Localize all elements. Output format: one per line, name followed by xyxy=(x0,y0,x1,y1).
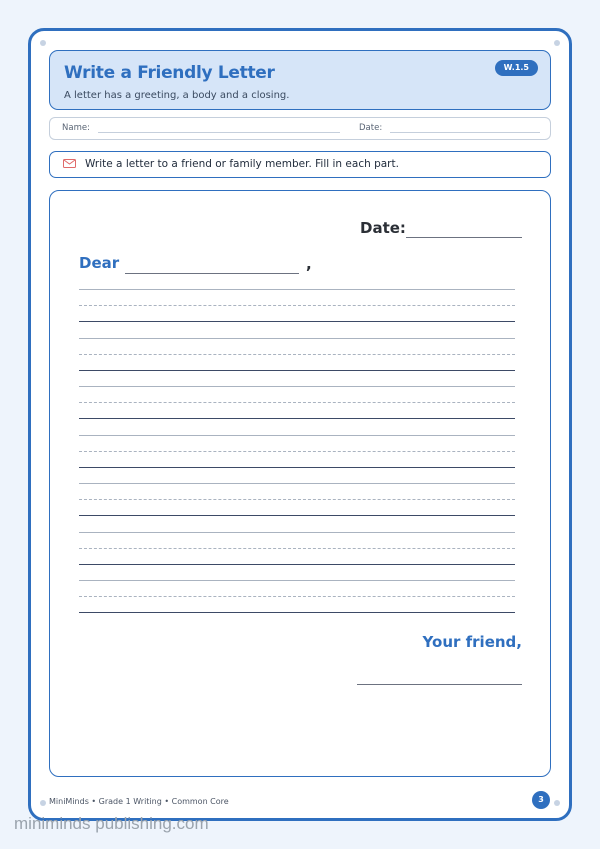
date-field-small[interactable] xyxy=(390,132,540,133)
writing-line-midline[interactable] xyxy=(79,548,515,549)
writing-line-baseline[interactable] xyxy=(79,467,515,468)
greeting-name-field[interactable] xyxy=(125,273,299,274)
writing-line-midline[interactable] xyxy=(79,451,515,452)
writing-line-midline[interactable] xyxy=(79,354,515,355)
writing-line-midline[interactable] xyxy=(79,402,515,403)
writing-line-midline[interactable] xyxy=(79,596,515,597)
worksheet-header xyxy=(49,50,551,110)
instruction-box xyxy=(49,151,551,178)
writing-line-baseline[interactable] xyxy=(79,515,515,516)
corner-dot xyxy=(40,40,46,46)
writing-line-top[interactable] xyxy=(79,289,515,290)
writing-line-midline[interactable] xyxy=(79,499,515,500)
writing-line-baseline[interactable] xyxy=(79,564,515,565)
letter-date-label: Date: xyxy=(360,219,406,237)
writing-line-top[interactable] xyxy=(79,532,515,533)
standard-badge: W.1.5 xyxy=(495,60,538,76)
letter-date-field[interactable] xyxy=(406,237,522,238)
writing-line-top[interactable] xyxy=(79,386,515,387)
writing-line-top[interactable] xyxy=(79,483,515,484)
corner-dot xyxy=(40,800,46,806)
date-label-small: Date: xyxy=(359,123,383,133)
name-field[interactable] xyxy=(98,132,340,133)
name-date-row xyxy=(49,117,551,140)
footer-text: MiniMinds • Grade 1 Writing • Common Core xyxy=(49,797,229,806)
writing-line-top[interactable] xyxy=(79,338,515,339)
instruction-text: Write a letter to a friend or family member. Fill in each part. xyxy=(85,158,399,170)
writing-line-midline[interactable] xyxy=(79,305,515,306)
greeting-comma: , xyxy=(306,255,312,273)
writing-line-baseline[interactable] xyxy=(79,321,515,322)
signature-field[interactable] xyxy=(357,684,522,685)
page-number-badge: 3 xyxy=(532,791,550,809)
corner-dot xyxy=(554,800,560,806)
writing-line-baseline[interactable] xyxy=(79,612,515,613)
writing-line-top[interactable] xyxy=(79,435,515,436)
closing-label: Your friend, xyxy=(422,633,522,651)
greeting-label: Dear xyxy=(79,254,120,272)
corner-dot xyxy=(554,40,560,46)
name-label: Name: xyxy=(62,123,90,133)
writing-line-baseline[interactable] xyxy=(79,370,515,371)
envelope-icon xyxy=(63,159,76,168)
page-title: Write a Friendly Letter xyxy=(64,63,275,83)
watermark: miniminds publishing.com xyxy=(14,814,209,833)
page-subtitle: A letter has a greeting, a body and a closing. xyxy=(64,90,290,101)
writing-line-top[interactable] xyxy=(79,580,515,581)
letter-area xyxy=(49,190,551,777)
writing-line-baseline[interactable] xyxy=(79,418,515,419)
